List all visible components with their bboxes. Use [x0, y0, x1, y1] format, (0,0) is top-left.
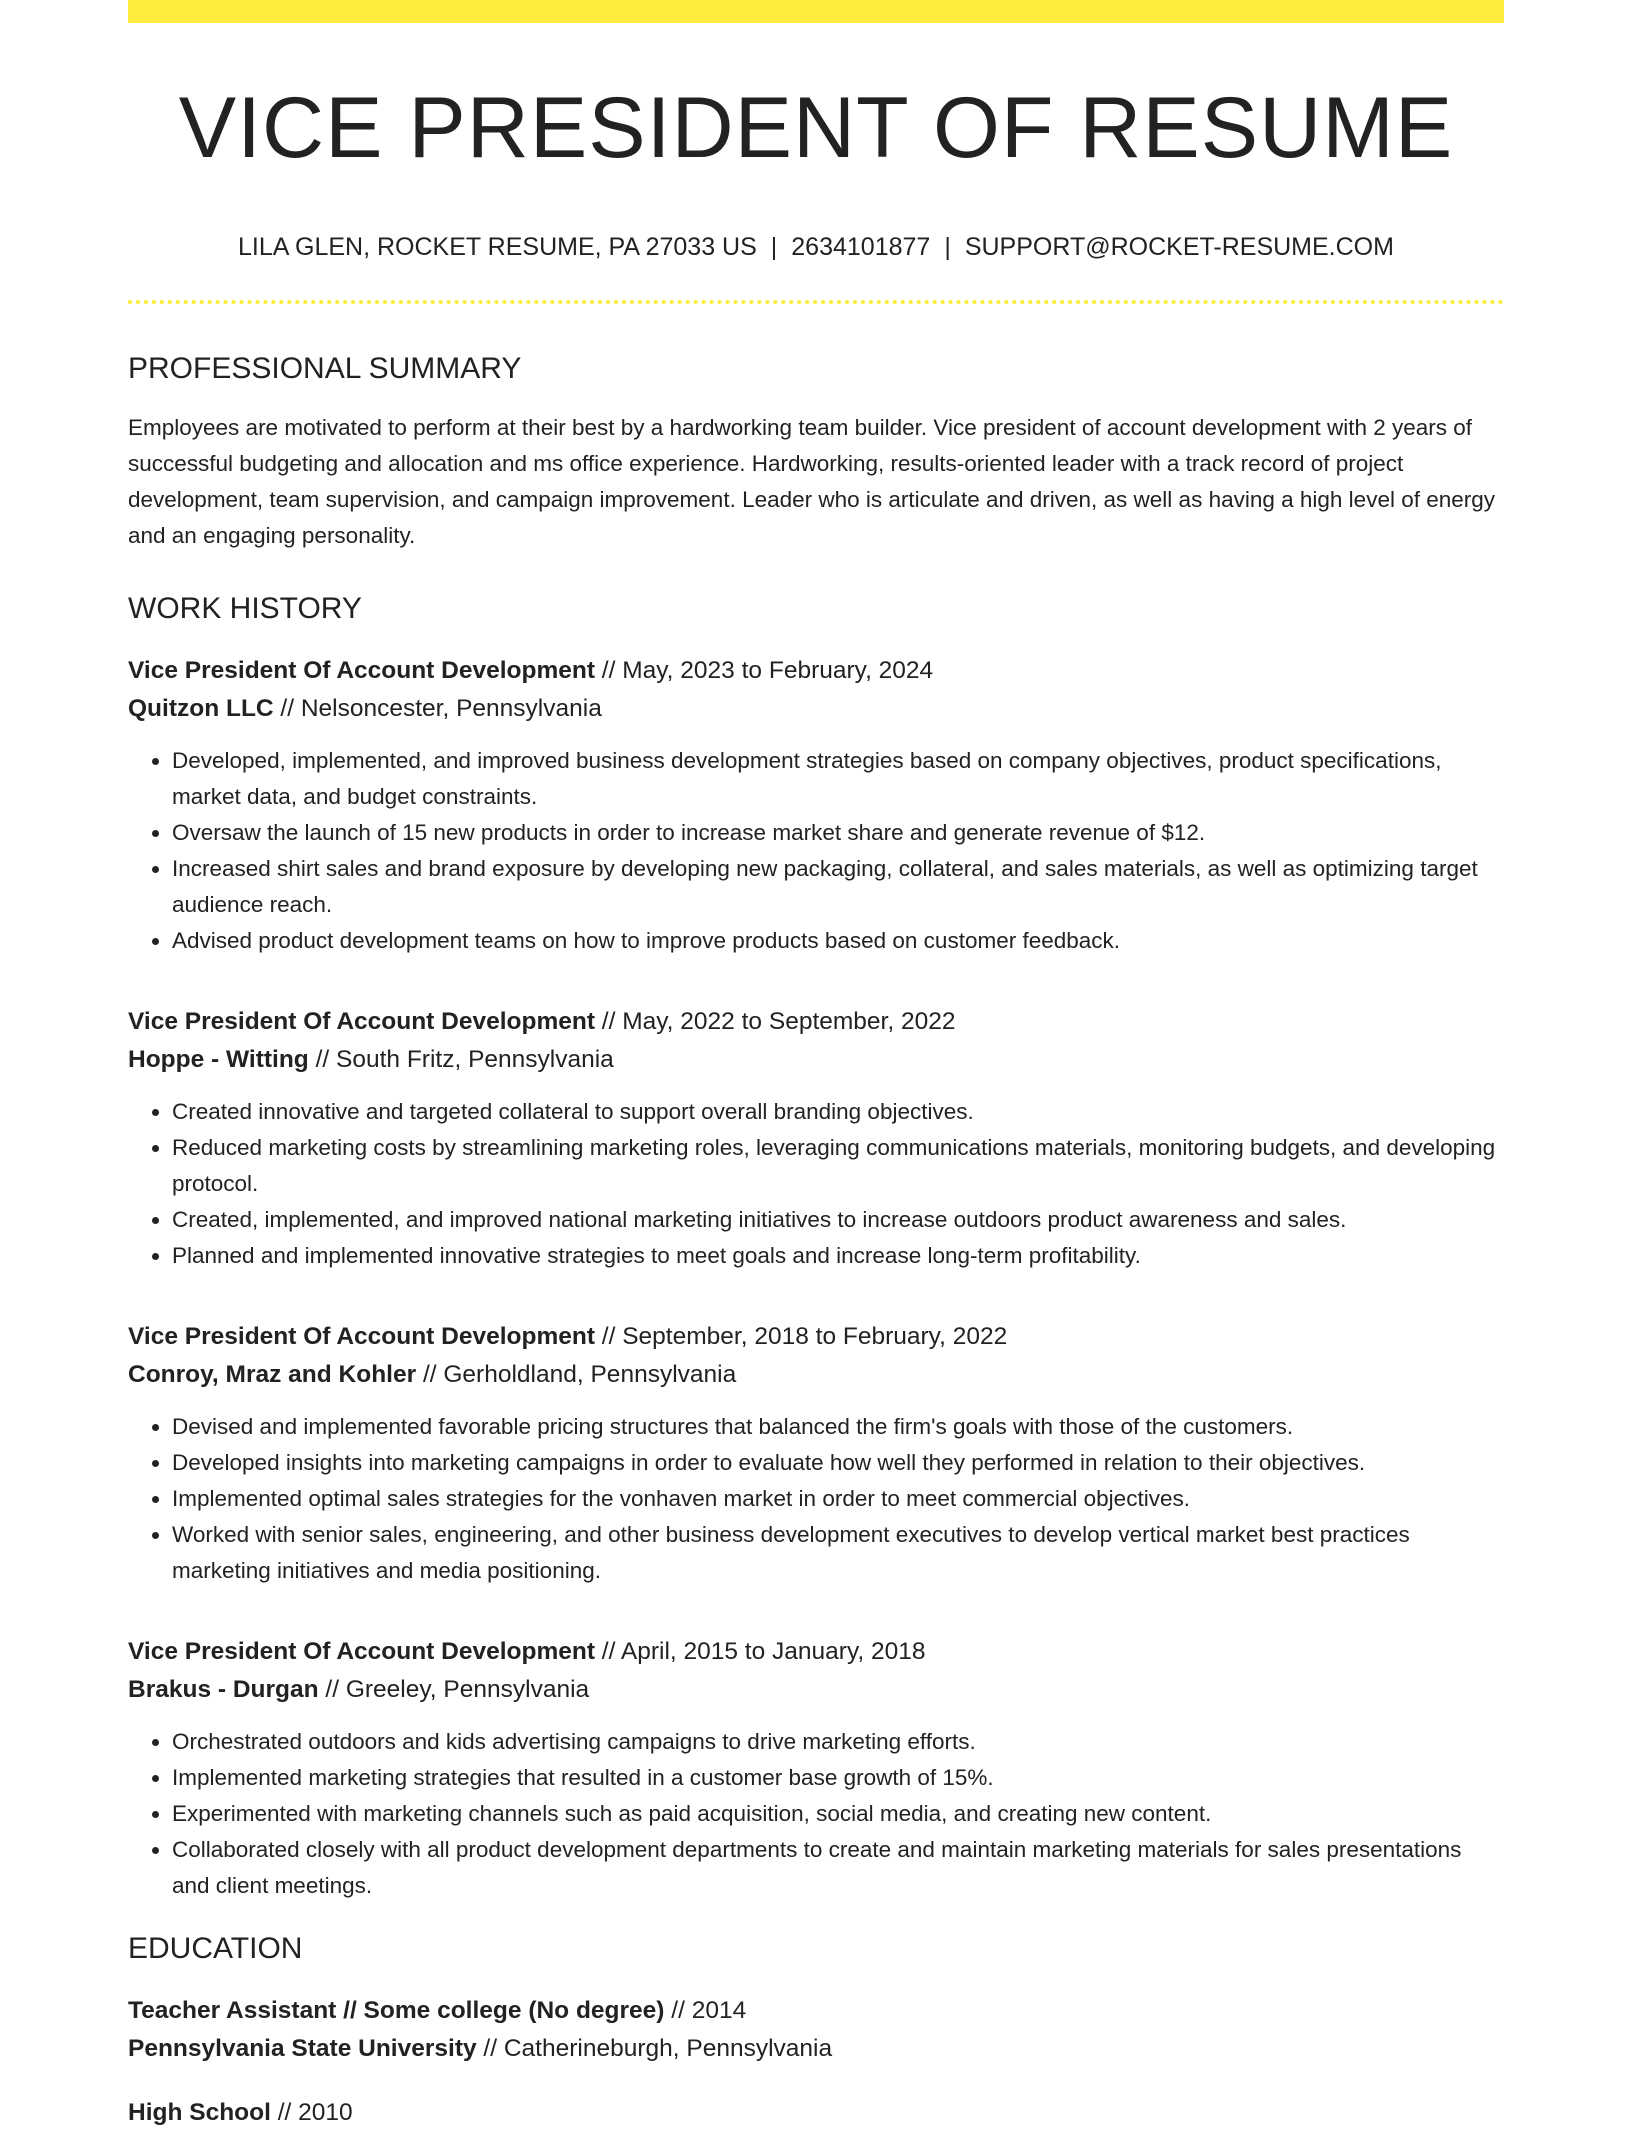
job-bullets [128, 1724, 1504, 1904]
job-title-line [128, 1633, 1504, 1671]
job-location: Nelsoncester, Pennsylvania [300, 695, 602, 722]
resume-name: VICE PRESIDENT OF RESUME [178, 80, 1454, 176]
job-bullet: • Developed, implemented, and improved business development strategies based on company objectives, product specifications, market data, and budget constraints. [172, 743, 1504, 815]
job-location: Gerholdland, Pennsylvania [443, 1361, 737, 1388]
education-school: Pennsylvania State University [128, 2035, 477, 2062]
education-degree-line [128, 1992, 1504, 2030]
job-company-line [128, 690, 1504, 728]
contact-line [128, 235, 1504, 260]
education-year: 2010 [298, 2099, 353, 2126]
date-divider: // [594, 1323, 623, 1350]
location-divider: // [308, 1046, 336, 1073]
job-location: South Fritz, Pennsylvania [336, 1046, 614, 1073]
job-bullet: • Devised and implemented favorable pricing structures that balanced the firm's goals with those of the customers. [172, 1409, 1504, 1445]
job-bullet: • Implemented optimal sales strategies for the vonhaven market in order to meet commercial objectives. [172, 1481, 1504, 1517]
year-divider: // [270, 2099, 299, 2126]
location-divider: // [273, 695, 301, 722]
job-company: Quitzon LLC [128, 695, 274, 722]
job-company: Conroy, Mraz and Kohler [128, 1361, 417, 1388]
job-bullet: • Collaborated closely with all product development departments to create and maintain marketing materials for sales presentations and client meetings. [172, 1832, 1504, 1904]
job-role: Vice President Of Account Development [128, 1323, 595, 1350]
job-bullet: • Increased shirt sales and brand exposure by developing new packaging, collateral, and sales materials, as well as optimizing target audience reach. [172, 851, 1504, 923]
accent-bar [128, 0, 1504, 23]
job-role: Vice President Of Account Development [128, 1008, 595, 1035]
education-degree: High School [128, 2099, 271, 2126]
resume-page [128, 0, 1504, 2132]
job-company: Brakus - Durgan [128, 1676, 319, 1703]
job-bullets [128, 1409, 1504, 1589]
job-role: Vice President Of Account Development [128, 657, 595, 684]
location-divider: // [318, 1676, 346, 1703]
job-bullets [128, 1094, 1504, 1274]
contact-email: SUPPORT@ROCKET-RESUME.COM [964, 233, 1394, 261]
education-location: Catherineburgh, Pennsylvania [503, 2035, 833, 2062]
job-bullets [128, 743, 1504, 959]
job-bullet: • Worked with senior sales, engineering, and other business development executives to develop vertical market best practices marketing initiatives and media positioning. [172, 1517, 1504, 1589]
job-bullet: • Implemented marketing strategies that resulted in a customer base growth of 15%. [172, 1760, 1504, 1796]
education-list [128, 1992, 1504, 2132]
job-bullet: • Orchestrated outdoors and kids advertising campaigns to drive marketing efforts. [172, 1724, 1504, 1760]
job-location: Greeley, Pennsylvania [345, 1676, 590, 1703]
date-divider: // [594, 657, 623, 684]
job-company-line [128, 1356, 1504, 1394]
year-divider: // [664, 1997, 692, 2024]
job-entry [128, 1633, 1504, 1904]
job-role: Vice President Of Account Development [128, 1638, 595, 1665]
job-dates: April, 2015 to January, 2018 [620, 1638, 926, 1665]
contact-separator: | [944, 233, 951, 261]
location-divider: // [476, 2035, 504, 2062]
job-entry [128, 1318, 1504, 1589]
location-divider: // [416, 1361, 444, 1388]
summary-text: Employees are motivated to perform at their best by a hardworking team builder. Vice president of account development with 2 years of successful budgeting and allocation and ms office experience. Hardworking, results-oriented leader with a track record of project development, team supervision, and campaign improvement. Leader who is articulate and driven, as well as having a high level of energy and an engaging personality. [128, 415, 1496, 548]
education-entry [128, 1992, 1504, 2068]
job-dates: September, 2018 to February, 2022 [622, 1323, 1008, 1350]
education-degree-line [128, 2094, 1504, 2132]
job-bullet: • Oversaw the launch of 15 new products in order to increase market share and generate revenue of $12. [172, 815, 1504, 851]
job-bullet: • Advised product development teams on how to improve products based on customer feedback. [172, 923, 1504, 959]
job-dates: May, 2022 to September, 2022 [622, 1008, 956, 1035]
date-divider: // [594, 1638, 621, 1665]
work-history-list [128, 652, 1504, 1904]
job-bullet: • Developed insights into marketing campaigns in order to evaluate how well they performed in relation to their objectives. [172, 1445, 1504, 1481]
job-company: Hoppe - Witting [128, 1046, 309, 1073]
education-entry [128, 2094, 1504, 2132]
work-history-heading: WORK HISTORY [128, 592, 362, 625]
job-bullet: • Planned and implemented innovative strategies to meet goals and increase long-term profitability. [172, 1238, 1504, 1274]
contact-address: LILA GLEN, ROCKET RESUME, PA 27033 US [238, 233, 757, 261]
job-entry [128, 652, 1504, 959]
header-divider [128, 300, 1504, 304]
job-title-line [128, 652, 1504, 690]
education-heading: EDUCATION [128, 1932, 303, 1965]
education-degree: Teacher Assistant // Some college (No degree) [128, 1997, 665, 2024]
job-bullet: • Experimented with marketing channels such as paid acquisition, social media, and creating new content. [172, 1796, 1504, 1832]
date-divider: // [594, 1008, 623, 1035]
job-dates: May, 2023 to February, 2024 [622, 657, 934, 684]
summary-heading: PROFESSIONAL SUMMARY [128, 352, 522, 385]
education-school-line [128, 2030, 1504, 2068]
job-entry [128, 1003, 1504, 1274]
job-bullet: • Reduced marketing costs by streamlining marketing roles, leveraging communications materials, monitoring budgets, and developing protocol. [172, 1130, 1504, 1202]
education-year: 2014 [691, 1997, 747, 2024]
job-company-line [128, 1041, 1504, 1079]
job-bullet: • Created, implemented, and improved national marketing initiatives to increase outdoors product awareness and sales. [172, 1202, 1504, 1238]
job-company-line [128, 1671, 1504, 1709]
job-bullet: • Created innovative and targeted collateral to support overall branding objectives. [172, 1094, 1504, 1130]
contact-separator: | [770, 233, 778, 261]
job-title-line [128, 1003, 1504, 1041]
contact-phone: 2634101877 [791, 233, 931, 261]
job-title-line [128, 1318, 1504, 1356]
